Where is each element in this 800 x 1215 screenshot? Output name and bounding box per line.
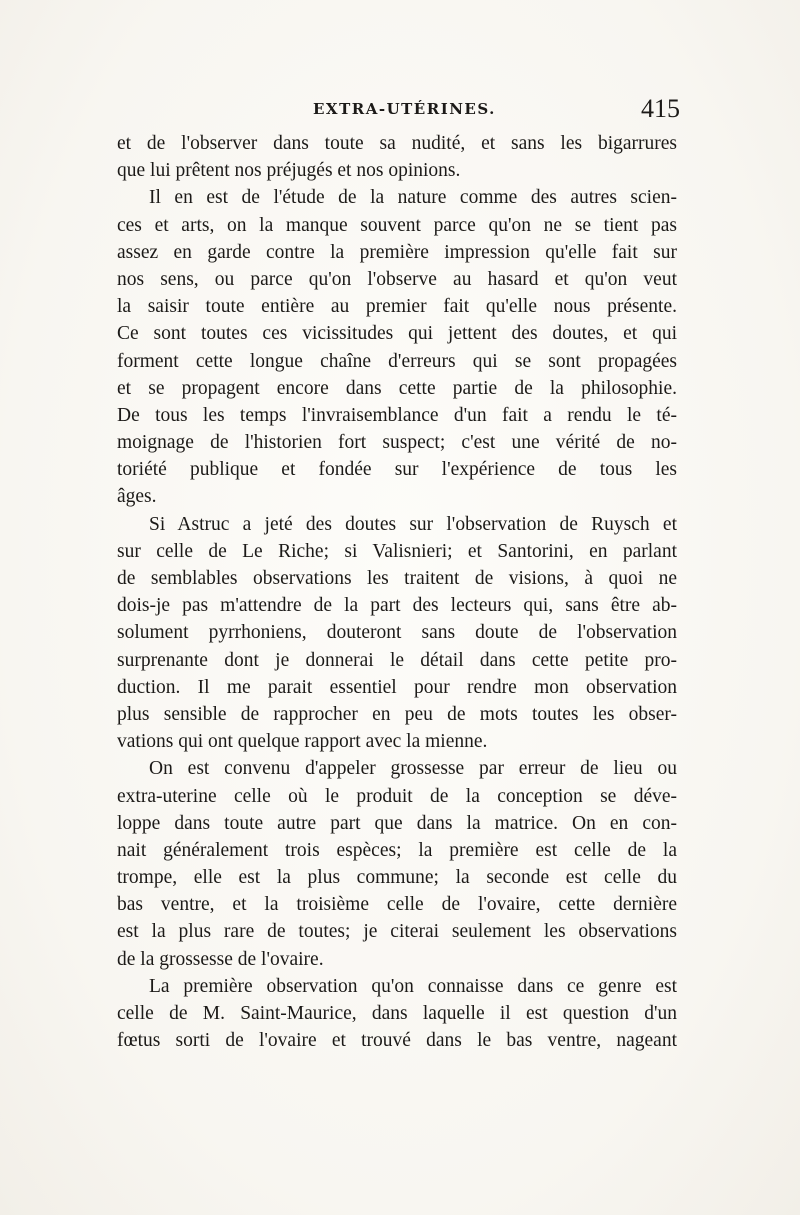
running-head — [118, 96, 688, 132]
text-line: Ce sont toutes ces vicissitudes qui jettent des doutes, et qui — [117, 323, 677, 345]
text-line: Il en est de l'étude de la nature comme des autres scien- — [149, 187, 677, 209]
text-line: et se propagent encore dans cette partie de la philosophie. — [117, 377, 677, 399]
text-line: nait généralement trois espèces; la première est celle de la — [117, 839, 677, 861]
text-line: que lui prêtent nos préjugés et nos opinions. — [117, 160, 461, 182]
text-line: sur celle de Le Riche; si Valisnieri; et Santorini, en parlant — [117, 540, 677, 562]
text-line: duction. Il me parait essentiel pour rendre mon observation — [117, 676, 677, 698]
text-line: loppe dans toute autre part que dans la matrice. On en con- — [117, 812, 677, 834]
text-line: vations qui ont quelque rapport avec la mienne. — [117, 731, 488, 753]
page-number: 415 — [641, 94, 680, 123]
text-line: de semblables observations les traitent de visions, à quoi ne — [117, 568, 677, 589]
text-line: et de l'observer dans toute sa nudité, et sans les bigarrures — [117, 133, 677, 154]
text-line: La première observation qu'on connaisse dans ce genre est — [149, 975, 677, 997]
text-line: On est convenu d'appeler grossesse par erreur de lieu ou — [149, 758, 677, 780]
text-line: est la plus rare de toutes; je citerai seulement les observations — [117, 921, 677, 943]
running-title: EXTRA-UTÉRINES. — [313, 100, 496, 118]
text-line: de la grossesse de l'ovaire. — [117, 948, 324, 970]
text-line: surprenante dont je donnerai le détail dans cette petite pro- — [117, 649, 677, 671]
text-line: assez en garde contre la première impression qu'elle fait sur — [117, 241, 677, 263]
text-line: bas ventre, et la troisième celle de l'ovaire, cette dernière — [117, 894, 677, 916]
text-line: la saisir toute entière au premier fait qu'elle nous présente. — [117, 296, 677, 318]
text-line: fœtus sorti de l'ovaire et trouvé dans le bas ventre, nageant — [117, 1030, 677, 1052]
text-line: forment cette longue chaîne d'erreurs qui se sont propagées — [117, 350, 677, 372]
text-line: toriété publique et fondée sur l'expérience de tous les — [117, 459, 677, 481]
text-line: plus sensible de rapprocher en peu de mots toutes les obser- — [117, 703, 677, 725]
text-line: âges. — [117, 486, 157, 508]
text-line: solument pyrrhoniens, douteront sans doute de l'observation — [117, 622, 677, 644]
body-text — [117, 130, 677, 1054]
text-line: dois-je pas m'attendre de la part des lecteurs qui, sans être ab- — [117, 595, 677, 617]
text-line: celle de M. Saint-Maurice, dans laquelle il est question d'un — [117, 1003, 677, 1024]
text-line: nos sens, ou parce qu'on l'observe au hasard et qu'on veut — [117, 268, 677, 290]
text-line: ces et arts, on la manque souvent parce qu'on ne se tient pas — [117, 214, 677, 236]
text-line: extra-uterine celle où le produit de la conception se déve- — [117, 785, 677, 807]
text-line: Si Astruc a jeté des doutes sur l'observation de Ruysch et — [149, 513, 677, 535]
text-line: moignage de l'historien fort suspect; c'est une vérité de no- — [117, 432, 677, 454]
text-line: trompe, elle est la plus commune; la seconde est celle du — [117, 867, 677, 889]
text-line: De tous les temps l'invraisemblance d'un fait a rendu le té- — [117, 404, 677, 426]
